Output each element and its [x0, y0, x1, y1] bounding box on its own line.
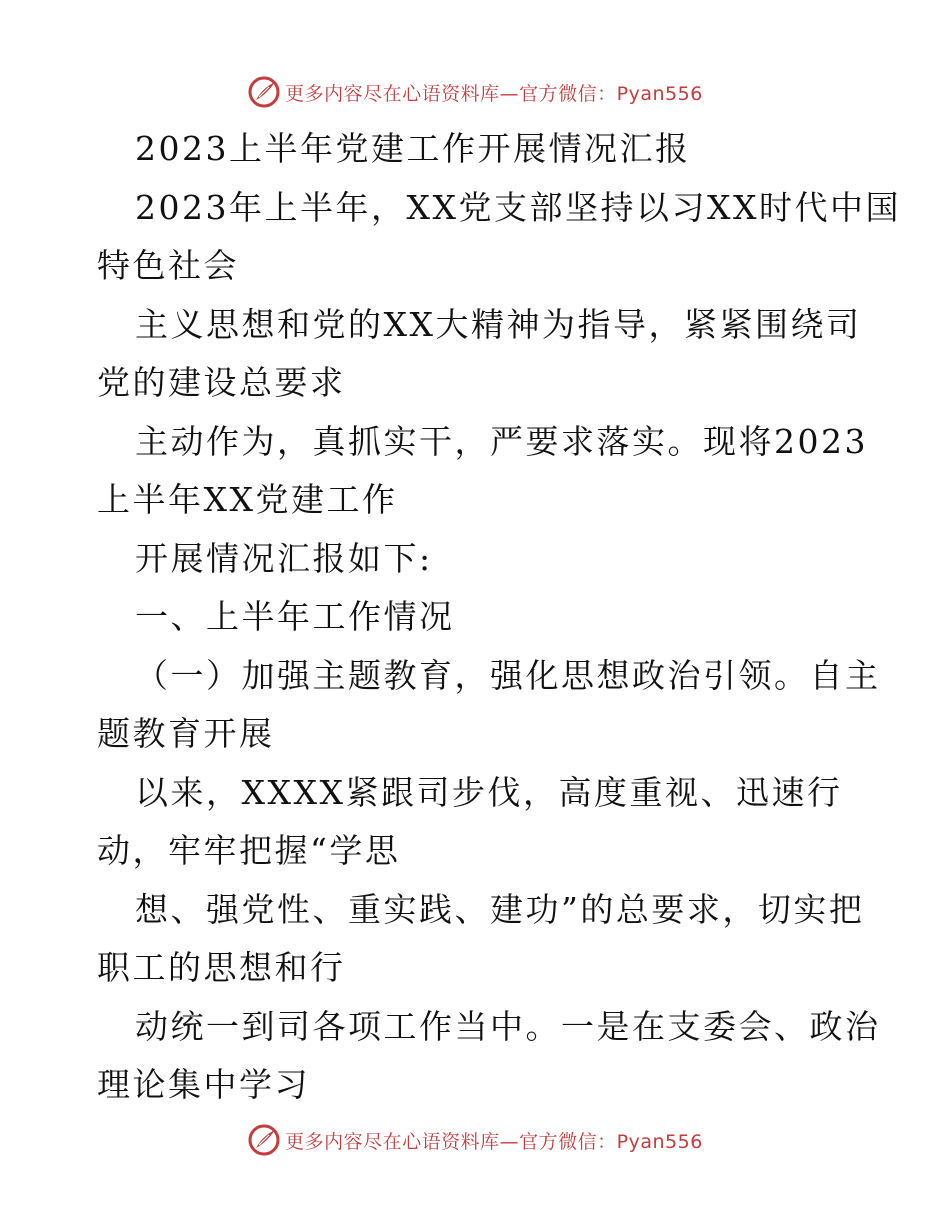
- text-line: 主义思想和党的XX大精神为指导，紧紧围绕司: [135, 304, 862, 344]
- document-title: 2023上半年党建工作开展情况汇报: [135, 129, 691, 168]
- text-line: 党的建设总要求: [97, 363, 346, 402]
- header-banner: [0, 72, 950, 112]
- text-line: 特色社会: [97, 246, 239, 285]
- feather-seal-icon: [247, 75, 281, 109]
- document-body: [97, 120, 901, 1115]
- text-line: （一）加强主题教育，强化思想政治引领。自主: [135, 655, 881, 695]
- feather-seal-icon: [247, 1123, 281, 1157]
- text-line: 动，牢牢把握“学思: [97, 831, 401, 870]
- text-line: 职工的思想和行: [97, 948, 346, 987]
- text-line: 主动作为，真抓实干，严要求落实。现将2023: [135, 421, 868, 461]
- text-line: 上半年XX党建工作: [97, 480, 398, 519]
- text-line: 想、强党性、重实践、建功”的总要求，切实把: [135, 889, 865, 929]
- text-line: 一、上半年工作情况: [135, 597, 455, 636]
- text-line: 以来，XXXX紧跟司步伐，高度重视、迅速行: [135, 772, 843, 812]
- banner-text: 更多内容尽在心语资料库—官方微信：Pyan556: [285, 1130, 703, 1153]
- text-line: 开展情况汇报如下:: [135, 538, 433, 578]
- text-line: 动统一到司各项工作当中。一是在支委会、政治: [135, 1006, 881, 1046]
- banner-text: 更多内容尽在心语资料库—官方微信：Pyan556: [285, 82, 703, 105]
- text-line: 2023年上半年，XX党支部坚持以习XX时代中国: [135, 187, 901, 227]
- footer-banner: [0, 1120, 950, 1160]
- text-line: 题教育开展: [97, 714, 275, 753]
- text-line: 理论集中学习: [97, 1065, 310, 1104]
